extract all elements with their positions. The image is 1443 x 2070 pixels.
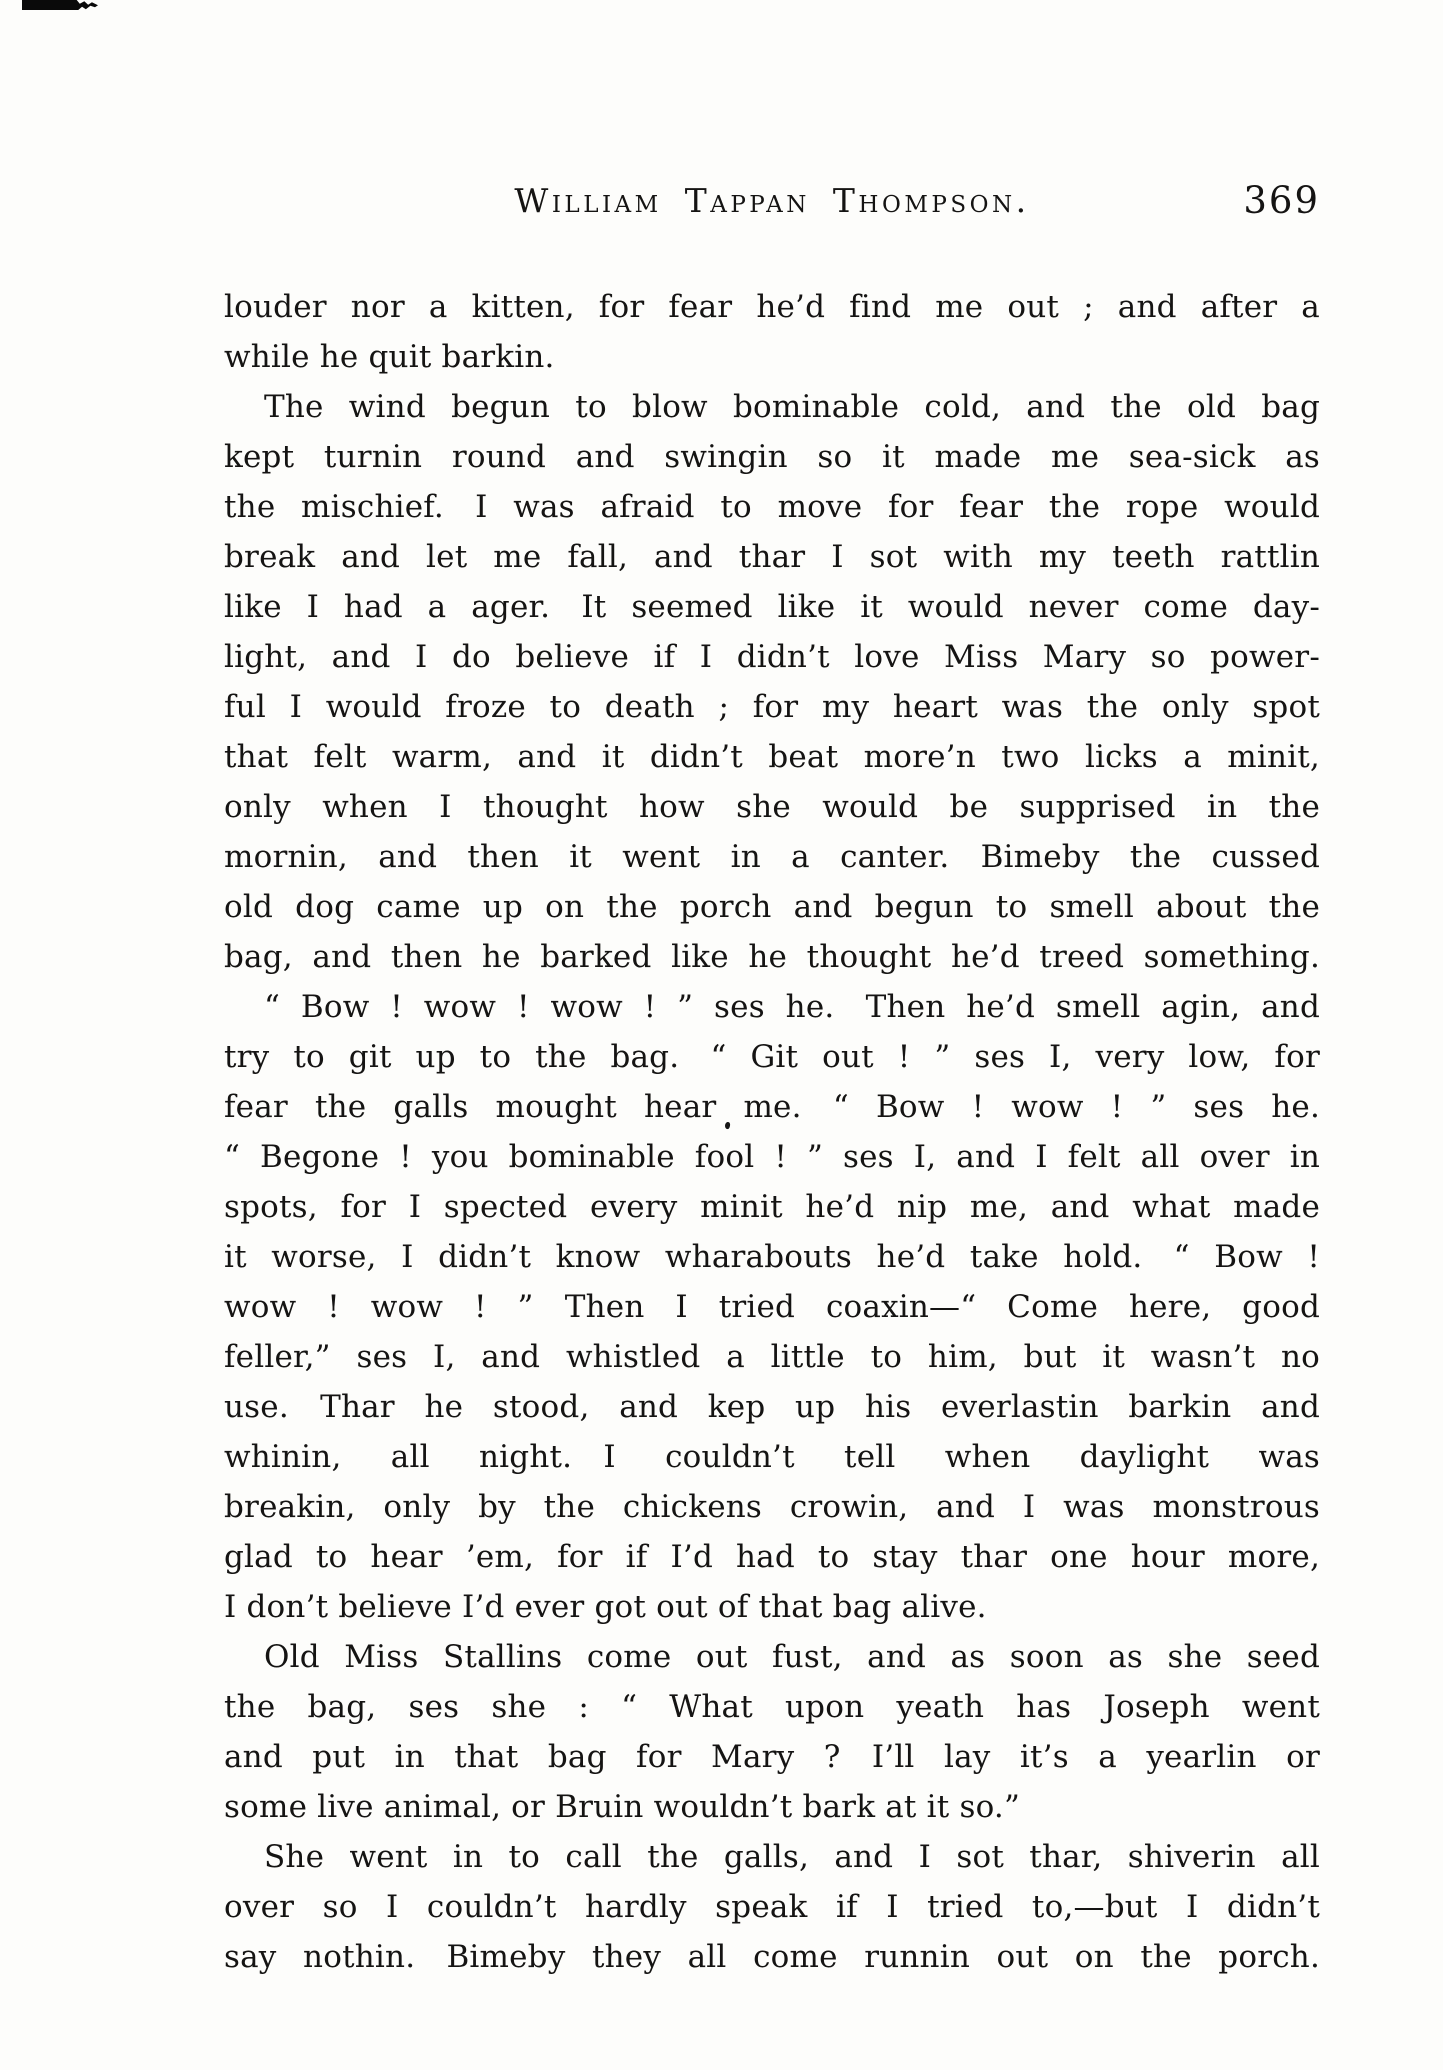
text-line: use. Thar he stood, and kep up his everlastin barkin and [224, 1389, 1320, 1425]
text-line: spots, for I spected every minit he’d nip me, and what made [224, 1189, 1320, 1225]
text-line: The wind begun to blow bominable cold, and the old bag [264, 389, 1320, 425]
text-line: “ Bow ! wow ! wow ! ” ses he. Then he’d smell agin, and [264, 989, 1320, 1025]
scan-artifact-bar [22, 0, 98, 10]
text-line: whinin, all night. I couldn’t tell when daylight was [224, 1439, 1320, 1475]
text-line: She went in to call the galls, and I sot thar, shiverin all [264, 1839, 1320, 1875]
text-line: it worse, I didn’t know wharabouts he’d take hold. “ Bow ! [224, 1239, 1320, 1275]
text-line: the bag, ses she : “ What upon yeath has Joseph went [224, 1689, 1320, 1725]
text-line: I don’t believe I’d ever got out of that bag alive. [224, 1589, 987, 1625]
text-line: and put in that bag for Mary ? I’ll lay it’s a yearlin or [224, 1739, 1320, 1775]
body-text [224, 282, 1320, 1982]
text-line: kept turnin round and swingin so it made me sea-sick as [224, 439, 1320, 475]
text-line: Old Miss Stallins come out fust, and as soon as she seed [264, 1639, 1320, 1675]
text-line: that felt warm, and it didn’t beat more’n two licks a minit, [224, 739, 1320, 775]
text-line: fear the galls mought hear me. “ Bow ! wow ! ” ses he. [224, 1089, 1320, 1125]
text-line: the mischief. I was afraid to move for fear the rope would [224, 489, 1320, 525]
page-number: 369 [1243, 179, 1320, 222]
text-line: ful I would froze to death ; for my heart was the only spot [224, 689, 1320, 725]
text-line: louder nor a kitten, for fear he’d find me out ; and after a [224, 289, 1320, 325]
text-line: old dog came up on the porch and begun to smell about the [224, 889, 1320, 925]
text-line: “ Begone ! you bominable fool ! ” ses I, and I felt all over in [224, 1139, 1320, 1175]
text-line: only when I thought how she would be supprised in the [224, 789, 1320, 825]
text-line: over so I couldn’t hardly speak if I tried to,—but I didn’t [224, 1889, 1320, 1925]
text-line: some live animal, or Bruin wouldn’t bark at it so.” [224, 1789, 1020, 1825]
text-line: break and let me fall, and thar I sot with my teeth rattlin [224, 539, 1320, 575]
running-header [224, 181, 1320, 225]
running-header-title: William Tappan Thompson. [514, 181, 1030, 220]
text-line: light, and I do believe if I didn’t love Miss Mary so power- [224, 639, 1320, 675]
text-line: try to git up to the bag. “ Git out ! ” ses I, very low, for [224, 1039, 1320, 1075]
text-line: while he quit barkin. [224, 339, 555, 375]
text-line: feller,” ses I, and whistled a little to him, but it wasn’t no [224, 1339, 1320, 1375]
text-line: say nothin. Bimeby they all come runnin out on the porch. [224, 1939, 1320, 1975]
text-line: like I had a ager. It seemed like it would never come day- [224, 589, 1320, 625]
text-line: glad to hear ’em, for if I’d had to stay thar one hour more, [224, 1539, 1320, 1575]
text-line: mornin, and then it went in a canter. Bimeby the cussed [224, 839, 1320, 875]
text-line: bag, and then he barked like he thought he’d treed something. [224, 939, 1320, 975]
text-line: wow ! wow ! ” Then I tried coaxin—“ Come here, good [224, 1289, 1320, 1325]
text-line: breakin, only by the chickens crowin, and I was monstrous [224, 1489, 1320, 1525]
